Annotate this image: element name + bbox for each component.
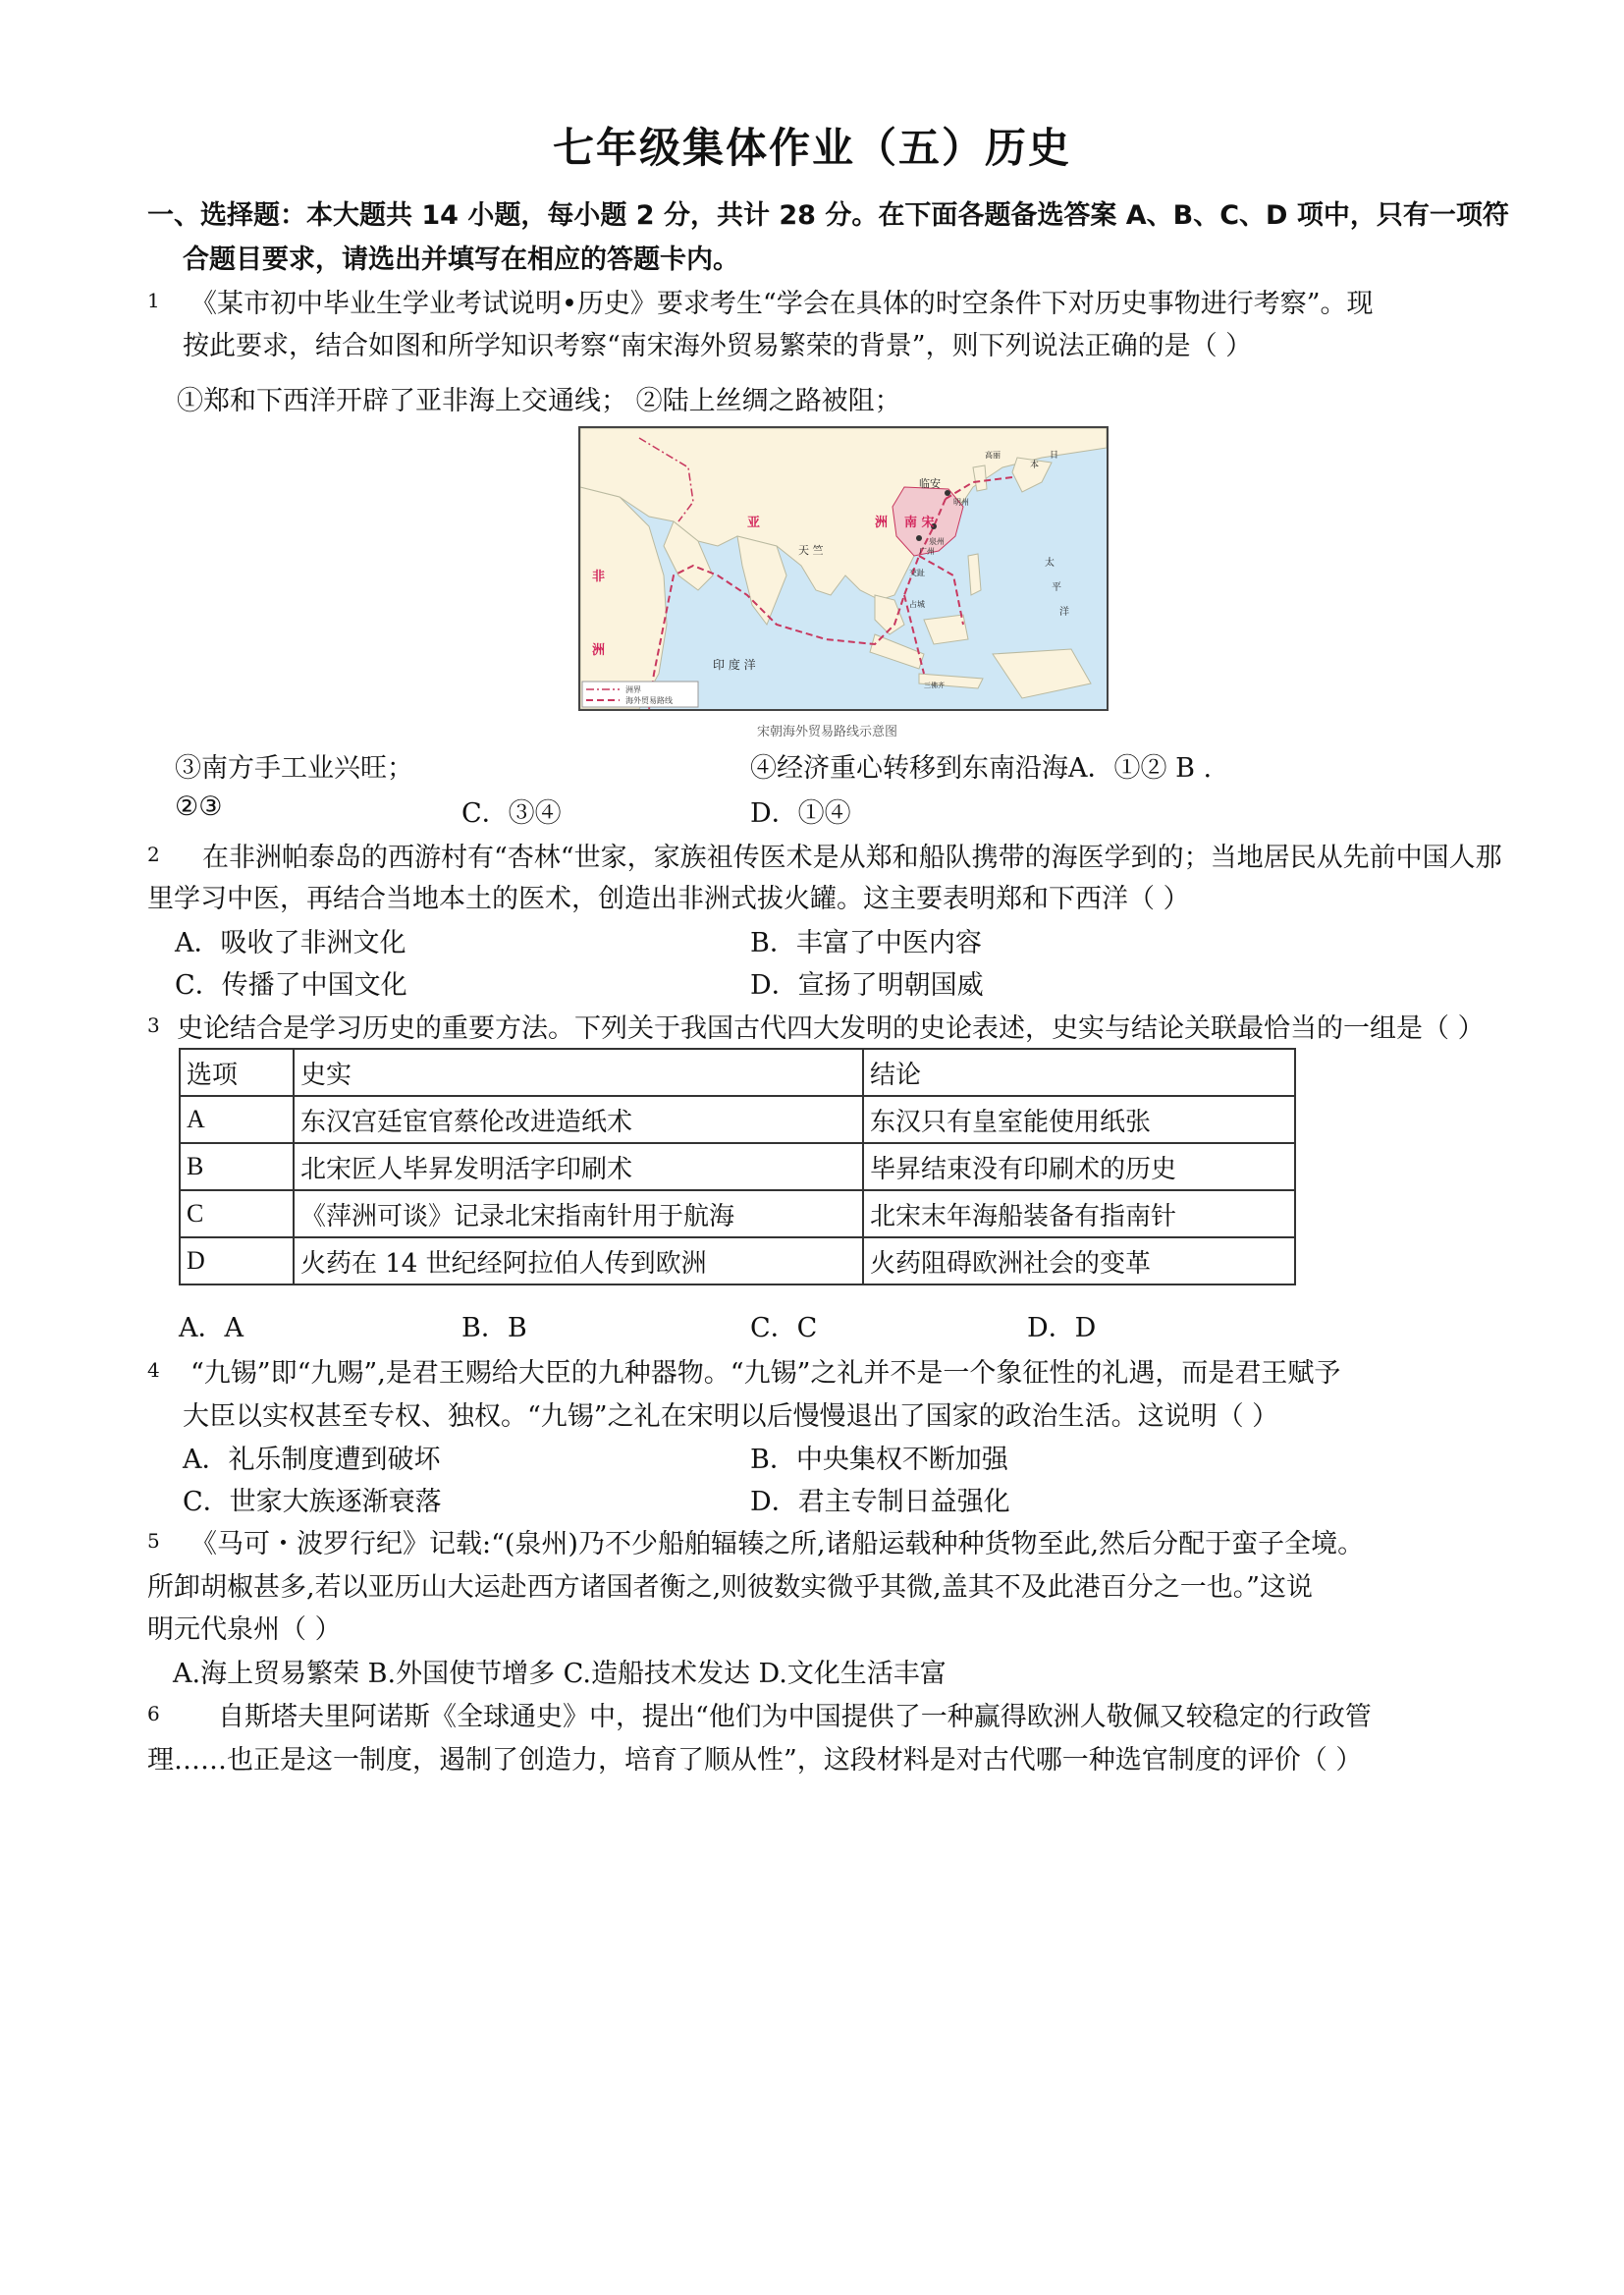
map-label-pacific1: 太 — [1045, 558, 1055, 569]
table-cell: 北宋匠人毕昇发明活字印刷术 — [294, 1143, 863, 1190]
table-cell: D — [180, 1237, 294, 1284]
map-label-riben2: 本 — [1030, 461, 1040, 470]
map-label-quanzhou: 泉州 — [929, 537, 945, 546]
table-row — [180, 1190, 1295, 1237]
q4-option-d: D．君主专制日益强化 — [750, 1487, 1010, 1517]
q6-stem-line1: 自斯塔夫里阿诺斯《全球通史》中，提出“他们为中国提供了一种赢得欧洲人敬佩又较稳定的行政管 — [218, 1702, 1372, 1732]
question-number: 1 — [147, 289, 160, 312]
table-cell: 东汉只有皇室能使用纸张 — [863, 1096, 1295, 1143]
map-caption: 宋朝海外贸易路线示意图 — [757, 725, 898, 739]
q1-items-1-2: ①郑和下西洋开辟了亚非海上交通线； ②陆上丝绸之路被阻； — [177, 386, 901, 416]
q3-option-b: B．B — [461, 1313, 527, 1343]
table-row — [180, 1143, 1295, 1190]
q5-stem-line1: 《马可・波罗行纪》记载:“(泉州)乃不少船舶辐辏之所,诸船运载种种货物至此,然后分配于蛮子全境。 — [190, 1529, 1365, 1559]
table-cell: 火药在 14 世纪经阿拉伯人传到欧洲 — [294, 1237, 863, 1284]
q4-option-c: C．世家大族逐渐衰落 — [183, 1487, 442, 1517]
table-header-cell: 结论 — [863, 1049, 1295, 1096]
map-label-sanfoqi: 三佛齐 — [924, 682, 945, 689]
map-label-pacific2: 平 — [1052, 582, 1061, 593]
table-cell: C — [180, 1190, 294, 1237]
history-table — [179, 1048, 1296, 1285]
q1-stem-line1: 《某市初中毕业生学业考试说明•历史》要求考生“学会在具体的时空条件下对历史事物进行考察”。现 — [190, 289, 1374, 319]
guangzhou-dot — [916, 535, 922, 541]
q4-stem-line2: 大臣以实权甚至专权、独权。“九锡”之礼在宋明以后慢慢退出了国家的政治生活。这说明（ ） — [183, 1401, 1279, 1432]
map-image — [580, 428, 1107, 709]
table-row — [180, 1096, 1295, 1143]
table-cell: 毕昇结束没有印刷术的历史 — [863, 1143, 1295, 1190]
legend-border-label: 洲界 — [625, 685, 641, 694]
table-row — [180, 1237, 1295, 1284]
map-label-guangzhou: 广州 — [919, 547, 935, 556]
q1-option-d: D．①④ — [750, 798, 851, 829]
q1-option-b: ②③ — [175, 792, 223, 822]
section-instructions-line2: 合题目要求，请选出并填写在相应的答题卡内。 — [183, 245, 739, 275]
q3-option-d: D．D — [1027, 1313, 1097, 1343]
legend-route-label: 海外贸易路线 — [625, 696, 673, 705]
song-trade-route-map — [578, 426, 1109, 711]
q1-item-3: ③南方手工业兴旺； — [175, 753, 413, 784]
q1-stem-line2: 按此要求，结合如图和所学知识考察“南宋海外贸易繁荣的背景”，则下列说法正确的是（ ） — [183, 331, 1253, 361]
q2-stem-line1: 在非洲帕泰岛的西游村有“杏林“世家，家族祖传医术是从郑和船队携带的海医学到的；当地居民从先前中国人那 — [202, 843, 1502, 873]
q1-item-4-option-a: ④经济重心转移到东南沿海A．①② B . — [750, 753, 1213, 784]
question-number: 6 — [147, 1702, 160, 1725]
table-cell: B — [180, 1143, 294, 1190]
question-number: 4 — [147, 1358, 160, 1382]
map-label-asia1: 亚 — [747, 516, 761, 530]
map-label-nansong: 南 宋 — [904, 516, 935, 530]
q3-stem-line1: 史论结合是学习历史的重要方法。下列关于我国古代四大发明的史论表述，史实与结论关联最恰当的一组是（ ） — [177, 1013, 1485, 1044]
map-label-asia2: 洲 — [875, 516, 889, 530]
q2-option-c: C．传播了中国文化 — [175, 970, 407, 1001]
table-header-cell: 史实 — [294, 1049, 863, 1096]
q6-stem-line2: 理……也正是这一制度，遏制了创造力，培育了顺从性”，这段材料是对古代哪一种选官制度的评价（ ） — [147, 1745, 1363, 1776]
q2-option-a: A．吸收了非洲文化 — [175, 928, 406, 958]
q5-stem-line2: 所卸胡椒甚多,若以亚历山大运赴西方诸国者衡之,则彼数实微乎其微,盖其不及此港百分之一也。”这说 — [147, 1572, 1314, 1603]
q4-option-b: B．中央集权不断加强 — [750, 1445, 1008, 1475]
map-label-jiaozhi: 交趾 — [909, 569, 925, 577]
table-header-row — [180, 1049, 1295, 1096]
map-label-zhancheng: 占城 — [909, 600, 925, 609]
section-instructions-line1: 一、选择题：本大题共 14 小题，每小题 2 分，共计 28 分。在下面各题备选答案 A、B、C、D 项中，只有一项符 — [147, 200, 1509, 231]
map-label-africa2: 洲 — [592, 643, 606, 658]
question-number: 5 — [147, 1529, 160, 1553]
table-cell: 《萍洲可谈》记录北宋指南针用于航海 — [294, 1190, 863, 1237]
map-label-mingzhou: 明州 — [953, 498, 969, 507]
q4-stem-line1: “九锡”即“九赐”,是君王赐给大臣的九种器物。“九锡”之礼并不是一个象征性的礼遇，而是君王赋予 — [190, 1358, 1341, 1389]
map-label-pacific3: 洋 — [1059, 607, 1069, 618]
table-cell: 火药阻碍欧洲社会的变革 — [863, 1237, 1295, 1284]
linan-dot — [945, 490, 950, 496]
q2-stem-line2: 里学习中医，再结合当地本土的医术，创造出非洲式拔火罐。这主要表明郑和下西洋（ ） — [147, 884, 1190, 914]
q3-option-c: C．C — [750, 1313, 818, 1343]
q5-stem-line3: 明元代泉州（ ） — [147, 1614, 342, 1645]
table-header-cell: 选项 — [180, 1049, 294, 1096]
question-number: 3 — [147, 1013, 160, 1037]
map-label-riben1: 日 — [1050, 451, 1059, 461]
page-title: 七年级集体作业（五）历史 — [552, 124, 1071, 172]
table-cell: A — [180, 1096, 294, 1143]
q1-option-c: C．③④ — [461, 798, 562, 829]
q4-option-a: A．礼乐制度遭到破坏 — [183, 1445, 441, 1475]
table-cell: 东汉宫廷宦官蔡伦改进造纸术 — [294, 1096, 863, 1143]
q3-option-a: A．A — [179, 1313, 244, 1343]
q5-options: A.海上贸易繁荣 B.外国使节增多 C.造船技术发达 D.文化生活丰富 — [173, 1659, 947, 1689]
map-label-indian-ocean: 印 度 洋 — [713, 658, 756, 672]
map-label-africa1: 非 — [592, 570, 606, 584]
question-number: 2 — [147, 843, 160, 866]
table-cell: 北宋末年海船装备有指南针 — [863, 1190, 1295, 1237]
map-label-gaoli: 高丽 — [985, 451, 1001, 460]
map-label-linan: 临安 — [919, 477, 941, 490]
q2-option-b: B．丰富了中医内容 — [750, 928, 982, 958]
map-label-tianzhu: 天 竺 — [798, 544, 824, 557]
q2-option-d: D．宣扬了明朝国威 — [750, 970, 984, 1001]
